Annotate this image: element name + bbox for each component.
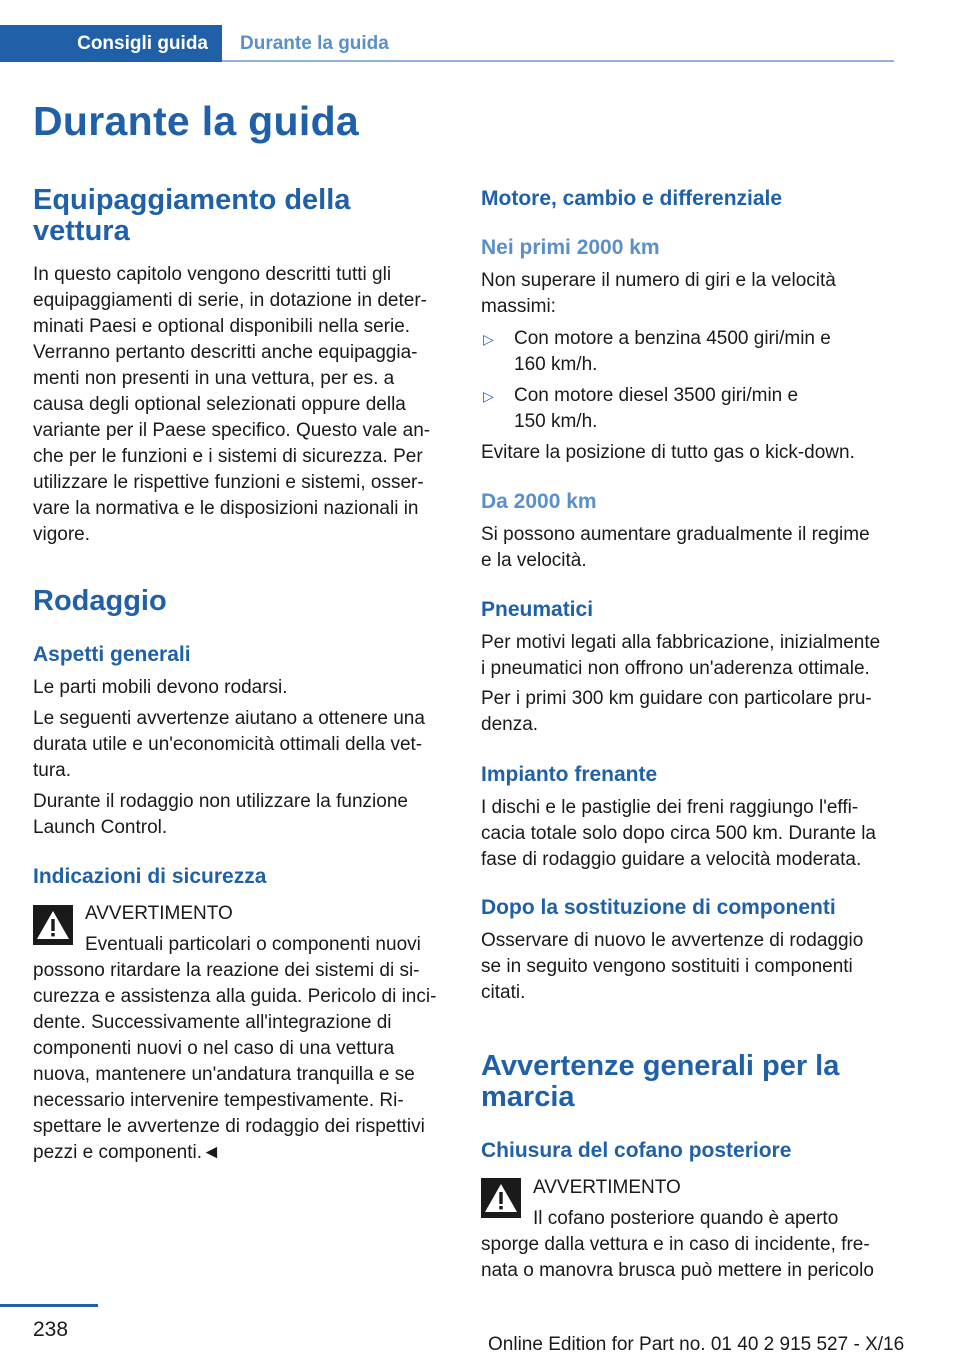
chapter-tab[interactable]: Consigli guida	[0, 25, 222, 62]
text-line: componenti nuovi o nel caso di una vettura	[33, 1038, 395, 1059]
warning-first-line: Il cofano posteriore quando è aperto	[533, 1208, 839, 1229]
text-line: variante per il Paese specifico. Questo vale an‐	[33, 420, 431, 441]
text-line: cacia totale solo dopo circa 500 km. Durante la	[481, 823, 876, 844]
frenante-paragraph	[481, 795, 897, 873]
pneumatici-heading: Pneumatici	[481, 598, 594, 621]
warning-label: AVVERTIMENTO	[533, 1177, 681, 1198]
avvertenze-heading: Avvertenze generali per la marcia	[481, 1050, 840, 1113]
sostituzione-heading: Dopo la sostituzione di componenti	[481, 896, 836, 919]
page-title: Durante la guida	[33, 98, 360, 144]
text-line: Si possono aumentare gradualmente il regime	[481, 524, 870, 545]
text-line: sporge dalla vettura e in caso di incidente, fre‐	[481, 1234, 870, 1255]
text-line: menti non presenti in una vettura, per es. a	[33, 368, 395, 389]
da2000-paragraph	[481, 522, 897, 574]
text-line: equipaggiamenti di serie, in dotazione in deter‐	[33, 290, 427, 311]
warning-text	[33, 958, 449, 1166]
motore-heading: Motore, cambio e differenziale	[481, 187, 783, 210]
text-line: vare la normativa e le disposizioni nazionali in	[33, 498, 419, 519]
text-line: I dischi e le pastiglie dei freni raggiungo l'effi‐	[481, 797, 859, 818]
text-line: nata o manovra brusca può mettere in pericolo	[481, 1260, 874, 1281]
text-line: Launch Control.	[33, 817, 168, 838]
text-line: e la velocità.	[481, 550, 587, 571]
text-line: nuova, mantenere un'andatura tranquilla e se	[33, 1064, 415, 1085]
text-line: necessario intervenire tempestivamente. Ri‐	[33, 1090, 404, 1111]
text-line: fase di rodaggio guidare a velocità moderata.	[481, 849, 862, 870]
evitare-paragraph: Evitare la posizione di tutto gas o kick-down.	[481, 442, 855, 463]
aspetti-heading: Aspetti generali	[33, 643, 191, 666]
text-line: che per le funzioni e i sistemi di sicurezza. Per	[33, 446, 423, 467]
warning-label: AVVERTIMENTO	[85, 903, 233, 924]
text-line: pezzi e componenti.◄	[33, 1142, 221, 1163]
footer-rule	[0, 1304, 98, 1307]
sostituzione-paragraph	[481, 928, 897, 1006]
text-line: Durante il rodaggio non utilizzare la funzione	[33, 791, 408, 812]
text-line: massimi:	[481, 296, 556, 317]
text-line: Per i primi 300 km guidare con particolare pru‐	[481, 688, 872, 709]
equip-paragraph	[33, 262, 449, 548]
page-number: 238	[33, 1318, 69, 1341]
aspetti-p1: Le parti mobili devono rodarsi.	[33, 677, 288, 698]
text-line: tura.	[33, 760, 72, 781]
text-line: Le seguenti avvertenze aiutano a ottenere una	[33, 708, 425, 729]
text-line: se in seguito vengono sostituiti i componenti	[481, 956, 853, 977]
text-line: spettare le avvertenze di rodaggio dei rispettivi	[33, 1116, 425, 1137]
text-line: durata utile e un'economicità ottimali della vet‐	[33, 734, 423, 755]
primi-heading: Nei primi 2000 km	[481, 236, 660, 259]
text-line: utilizzare le rispettive funzioni e sistemi, osser‐	[33, 472, 424, 493]
primi-paragraph	[481, 268, 897, 320]
warning-first-line: Eventuali particolari o componenti nuovi	[85, 934, 421, 955]
rodaggio-heading: Rodaggio	[33, 585, 167, 617]
text-line: causa degli optional selezionati oppure della	[33, 394, 406, 415]
text-line: curezza e assistenza alla guida. Pericolo di inci‐	[33, 986, 437, 1007]
text-line: minati Paesi e optional disponibili nella serie.	[33, 316, 411, 337]
text-line: dente. Successivamente all'integrazione di	[33, 1012, 392, 1033]
text-line: denza.	[481, 714, 539, 735]
da2000-heading: Da 2000 km	[481, 490, 597, 513]
text-line: citati.	[481, 982, 526, 1003]
warning-triangle-icon	[481, 1178, 521, 1218]
bullet-triangle-icon: ▷	[483, 331, 494, 347]
breadcrumb[interactable]: Durante la guida	[240, 33, 389, 54]
aspetti-p2	[33, 706, 449, 784]
text-line: vigore.	[33, 524, 91, 545]
edition-note: Online Edition for Part no. 01 40 2 915 527 - X/16	[488, 1334, 905, 1355]
text-line: Osservare di nuovo le avvertenze di rodaggio	[481, 930, 864, 951]
pneumatici-p1	[481, 630, 897, 682]
header-rule	[222, 60, 894, 62]
text-line: 150 km/h.	[514, 411, 598, 432]
bullet-triangle-icon: ▷	[483, 388, 494, 404]
warning-triangle-icon	[33, 905, 73, 945]
warning-text	[481, 1232, 897, 1284]
sicurezza-heading: Indicazioni di sicurezza	[33, 865, 267, 888]
frenante-heading: Impianto frenante	[481, 763, 658, 786]
aspetti-p3	[33, 789, 449, 841]
pneumatici-p2	[481, 686, 897, 738]
text-line: 160 km/h.	[514, 354, 598, 375]
text-line: Non superare il numero di giri e la velocità	[481, 270, 836, 291]
text-line: Per motivi legati alla fabbricazione, inizialmente	[481, 632, 881, 653]
text-line: Con motore a benzina 4500 giri/min e	[514, 328, 831, 349]
text-line: In questo capitolo vengono descritti tutti gli	[33, 264, 392, 285]
cofano-heading: Chiusura del cofano posteriore	[481, 1139, 792, 1162]
equip-heading: Equipaggiamento della vettura	[33, 184, 351, 247]
text-line: i pneumatici non offrono un'aderenza ottimale.	[481, 658, 870, 679]
text-line: Con motore diesel 3500 giri/min e	[514, 385, 799, 406]
text-line: Verranno pertanto descritti anche equipaggia‐	[33, 342, 418, 363]
text-line: possono ritardare la reazione dei sistemi di si‐	[33, 960, 420, 981]
